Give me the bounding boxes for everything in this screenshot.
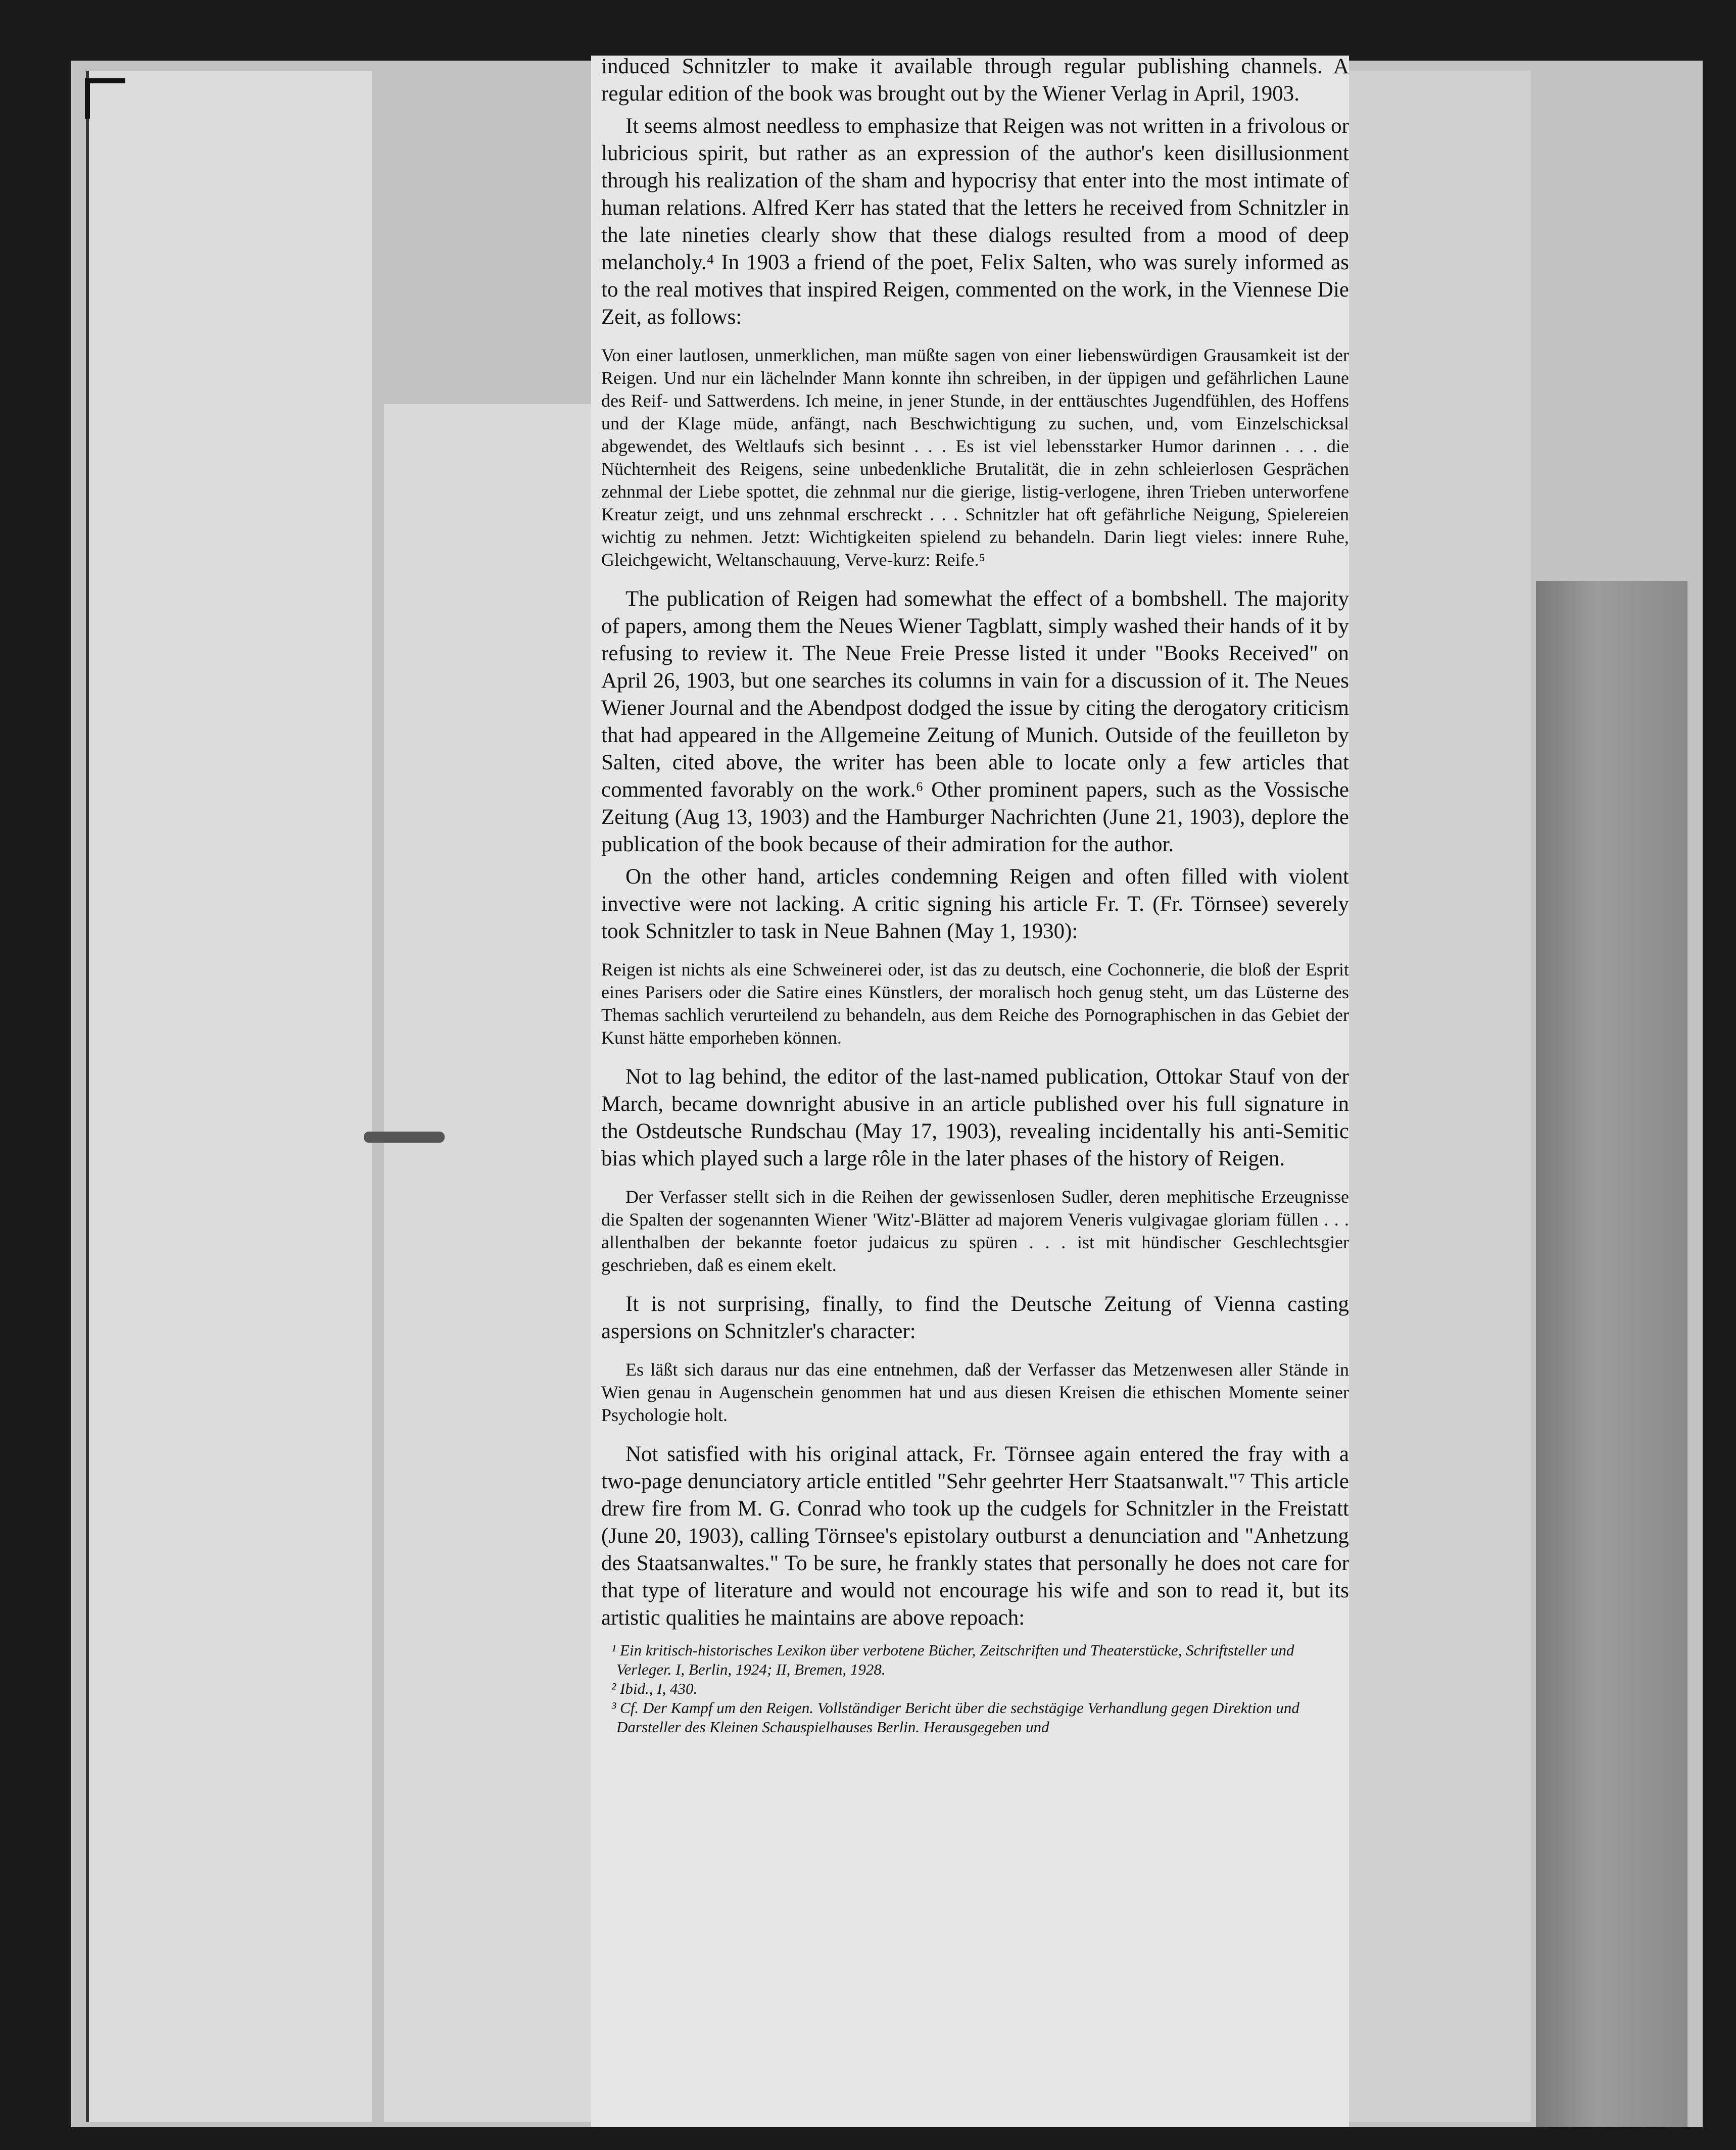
backing-sheet-left (86, 71, 372, 2122)
paragraph: It seems almost needless to emphasize that Reigen was not written in a frivolous or lubricious spirit, but rather as an expression of the author's keen disillusionment through his realization of the sham and hypocrisy that enter into the most intimate of human relations. Alfred Kerr has stated that the letters he received from Schnitzler in the late nineties clearly show that these dialogs resulted from a mood of deep melancholy.⁴ In 1903 a friend of the poet, Felix Salten, who was surely informed as to the real motives that inspired Reigen, commented on the work, in the Viennese Die Zeit, as follows: (601, 114, 1349, 329)
backing-sheet-right (1319, 71, 1531, 2122)
block-quote: Es läßt sich daraus nur das eine entnehmen, daß der Verfasser das Metzenwesen aller Stände in Wien genau in Augenschein genommen hat und aus diesen Kreisen die ethischen Momente seiner Psychologie holt. (601, 1359, 1349, 1425)
footnotes (601, 1641, 1349, 1737)
paragraph: Not satisfied with his original attack, Fr. Törnsee again entered the fray with a two-page denunciatory article entitled "Sehr geehrter Herr Staatsanwalt."⁷ This article drew fire from M. G. Conrad who took up the cudgels for Schnitzler in the Freistatt (June 20, 1903), calling Törnsee's epistolary outburst a denunciation and "Anhetzung des Staatsanwaltes." To be sure, he frankly states that personally he does not care for that type of literature and would not encourage his wife and son to read it, but its artistic qualities he maintains are above repoach: (601, 1442, 1349, 1630)
block-quote: Der Verfasser stellt sich in die Reihen der gewissenlosen Sudler, deren mephitische Erzeugnisse die Spalten der sogenannten Wiener 'Witz'-Blätter ad majorem Veneris vulgivagae gloriam füllen . . . allenthalben der bekannte foetor judaicus zu spüren . . . ist mit hündischer Geschlechtsgier geschrieben, daß es einem ekelt. (601, 1187, 1349, 1275)
footnote: ¹ Ein kritisch-historisches Lexikon über verbotene Bücher, Zeitschriften und Theaterstücke, Schriftsteller und Verleger. I, Berlin, 1924; II, Bremen, 1928. (611, 1641, 1294, 1678)
fold-mark (364, 1132, 445, 1143)
block-quote: Reigen ist nichts als eine Schweinerei oder, ist das zu deutsch, eine Cochonnerie, die bloß der Esprit eines Parisers oder die Satire eines Künstlers, der moralisch hoch genug steht, um das Lüsterne des Themas sachlich verurteilend zu behandeln, aus dem Reiche des Pornographischen in das Gebiet der Kunst hätte emporheben können. (601, 959, 1349, 1048)
footnote: ³ Cf. Der Kampf um den Reigen. Vollständiger Bericht über die sechstägige Verhandlung gegen Direktion und Darsteller des Kleinen Schauspielhauses Berlin. Herausgegeben und (611, 1699, 1299, 1736)
paragraph: The publication of Reigen had somewhat the effect of a bombshell. The majority of papers, among them the Neues Wiener Tagblatt, simply washed their hands of it by refusing to review it. The Neue Freie Presse listed it under "Books Received" on April 26, 1903, but one searches its columns in vain for a discussion of it. The Neues Wiener Journal and the Abendpost dodged the issue by citing the derogatory criticism that had appeared in the Allgemeine Zeitung of Munich. Outside of the feuilleton by Salten, cited above, the writer has been able to locate only a few articles that commented favorably on the work.⁶ Other prominent papers, such as the Vossische Zeitung (Aug 13, 1903) and the Hamburger Nachrichten (June 21, 1903), deplore the publication of the book because of their admiration for the author. (601, 587, 1349, 856)
document-body (601, 53, 1349, 1737)
paragraph: It is not surprising, finally, to find the Deutsche Zeitung of Vienna casting aspersions on Schnitzler's character: (601, 1292, 1349, 1343)
corner-mark (85, 78, 125, 119)
paragraph: induced Schnitzler to make it available through regular publishing channels. A regular edition of the book was brought out by the Wiener Verlag in April, 1903. (601, 55, 1349, 106)
block-quote: Von einer lautlosen, unmerklichen, man müßte sagen von einer liebenswürdigen Grausamkeit ist der Reigen. Und nur ein lächelnder Mann konnte ihn schreiben, in der üppigen und gefährlichen Laune des Reif- und Sattwerdens. Ich meine, in jener Stunde, in der enttäuschtes Jugendfühlen, des Hoffens und der Klage müde, anfängt, nach Beschwichtigung zu suchen, und, vom Einzelschicksal abgewendet, des Weltlaufs sich besinnt . . . Es ist viel lebensstarker Humor darinnen . . . die Nüchternheit des Reigens, seine unbedenkliche Brutalität, die in zehn schleierlosen Gesprächen zehnmal der Liebe spottet, die zehnmal nur die gierige, listig-verlogene, ihren Trieben unterworfene Kreatur zeigt, und uns zehnmal erschreckt . . . Schnitzler hat oft gefährliche Neigung, Spielereien wichtig zu nehmen. Jetzt: Wichtigkeiten spielend zu behandeln. Darin liegt vieles: innere Ruhe, Gleichgewicht, Weltanschauung, Verve-kurz: Reife.⁵ (601, 345, 1349, 570)
paragraph: On the other hand, articles condemning Reigen and often filled with violent invective were not lacking. A critic signing his article Fr. T. (Fr. Törnsee) severely took Schnitzler to task in Neue Bahnen (May 1, 1930): (601, 865, 1349, 943)
scan-shadow (1536, 581, 1687, 2127)
paragraph: Not to lag behind, the editor of the last-named publication, Ottokar Stauf von der March, became downright abusive in an article published over his full signature in the Ostdeutsche Rundschau (May 17, 1903), revealing incidentally his anti-Semitic bias which played such a large rôle in the later phases of the history of Reigen. (601, 1065, 1349, 1170)
footnote: ² Ibid., I, 430. (611, 1680, 698, 1697)
